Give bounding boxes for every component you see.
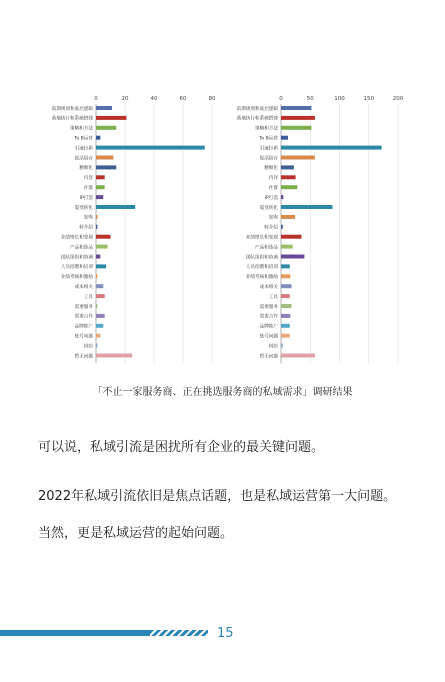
bar <box>96 126 116 130</box>
category-label: 人员招聘和培训 <box>60 265 93 271</box>
category-label: 暂无问题 <box>259 354 278 360</box>
bar <box>281 354 315 358</box>
bar <box>96 146 205 150</box>
bar <box>281 215 295 219</box>
footer-accent-bar <box>0 630 150 636</box>
category-label: 精细化 <box>79 166 93 172</box>
bar <box>96 235 111 239</box>
bar <box>281 235 301 239</box>
page-number: 15 <box>217 626 234 641</box>
category-label: IP打造 <box>79 195 93 201</box>
category-label: 账号问题 <box>259 334 278 340</box>
category-label: 品牌推广 <box>259 324 278 330</box>
bar <box>96 185 105 189</box>
bar <box>96 274 97 278</box>
bar <box>281 324 290 328</box>
category-label: 成本相关 <box>259 285 278 290</box>
category-label: 需要服务 <box>74 304 93 310</box>
category-label: 策略和方法 <box>70 126 93 132</box>
bar <box>96 314 105 318</box>
x-tick-label: 0 <box>279 96 283 102</box>
footer-stripes <box>150 630 208 636</box>
bar <box>281 225 283 229</box>
category-label: 落地执行和系统搭建 <box>51 116 93 122</box>
bar <box>281 255 304 259</box>
bar <box>281 126 311 130</box>
bar <box>96 175 105 179</box>
x-tick-label: 60 <box>179 96 187 102</box>
bar <box>281 334 290 338</box>
bar <box>96 264 106 268</box>
category-label: 团队组织和协调 <box>245 255 278 261</box>
bar <box>96 284 103 288</box>
category-label: 账号问题 <box>74 334 93 340</box>
category-label: 需要服务 <box>259 304 278 310</box>
category-label: 业绩增长和变现 <box>60 235 93 241</box>
category-label: 品牌推广 <box>74 324 93 330</box>
category-label: 纠纷 <box>83 344 93 350</box>
x-tick-label: 150 <box>363 96 374 102</box>
category-label: 促活留存 <box>259 156 278 162</box>
bar <box>281 205 332 209</box>
category-label: 成本相关 <box>74 285 93 290</box>
bar <box>96 195 103 199</box>
category-label: 需要合作 <box>74 314 93 320</box>
category-label: 产品和选品 <box>255 245 278 251</box>
bar <box>96 156 113 160</box>
bar <box>281 284 292 288</box>
category-label: 纠纷 <box>268 344 278 350</box>
category-label: 业绩考核和激励 <box>60 275 93 281</box>
category-label: 社群 <box>83 186 93 191</box>
category-label: 暂无问题 <box>74 354 93 360</box>
category-label: 需要合作 <box>259 314 278 320</box>
category-label: 裂变转化 <box>74 205 93 211</box>
x-tick-label: 0 <box>94 96 98 102</box>
bar <box>96 165 116 169</box>
bar <box>96 334 100 338</box>
category-label: 前期规划和底层逻辑 <box>51 106 93 112</box>
category-label: 复购 <box>268 215 278 221</box>
category-label: IP打造 <box>264 195 278 201</box>
bar <box>96 294 105 298</box>
bar <box>281 136 288 140</box>
bar <box>96 116 126 120</box>
bar <box>281 344 283 348</box>
bar <box>281 245 293 249</box>
bar <box>281 156 315 160</box>
bar <box>96 215 97 219</box>
category-label: 内容 <box>83 176 93 182</box>
category-label: 复购 <box>83 215 93 221</box>
category-label: 转介绍 <box>79 225 93 231</box>
bar <box>281 106 311 110</box>
bar <box>96 304 97 308</box>
category-label: 工具 <box>268 294 278 300</box>
bar <box>281 294 290 298</box>
bar <box>96 324 103 328</box>
bar <box>96 255 100 259</box>
paragraph-3: 当然，更是私域运营的起始问题。 <box>38 526 234 541</box>
bar <box>281 264 290 268</box>
bar <box>281 195 283 199</box>
bar <box>281 304 292 308</box>
bar <box>281 314 290 318</box>
bar <box>281 175 296 179</box>
bar <box>96 136 100 140</box>
x-tick-label: 200 <box>392 96 404 102</box>
x-tick-label: 40 <box>150 96 158 102</box>
bar <box>281 165 294 169</box>
bar <box>281 185 297 189</box>
x-tick-label: 100 <box>334 96 345 102</box>
x-tick-label: 50 <box>306 96 314 102</box>
category-label: 业绩增长和变现 <box>245 235 278 241</box>
category-label: To B运营 <box>74 136 93 142</box>
category-label: 引流拉新 <box>74 146 93 152</box>
x-tick-label: 20 <box>121 96 129 102</box>
category-label: 人员招聘和培训 <box>245 265 278 271</box>
category-label: 转介绍 <box>264 225 278 231</box>
paragraph-1: 可以说，私域引流是困扰所有企业的最关键问题。 <box>38 440 325 455</box>
category-label: 产品和选品 <box>70 245 93 251</box>
bar <box>96 205 135 209</box>
paragraph-2: 2022年私域引流依旧是焦点话题，也是私域运营第一大问题。 <box>38 489 397 504</box>
category-label: 业绩考核和激励 <box>245 275 278 281</box>
bar <box>281 146 382 150</box>
category-label: To B运营 <box>259 136 278 142</box>
category-label: 内容 <box>268 176 278 182</box>
category-label: 团队组织和协调 <box>60 255 93 261</box>
x-tick-label: 80 <box>208 96 216 102</box>
bar <box>96 354 132 358</box>
category-label: 社群 <box>268 186 278 191</box>
bar <box>281 274 290 278</box>
bar <box>96 225 97 229</box>
category-label: 促活留存 <box>74 156 93 162</box>
category-label: 引流拉新 <box>259 146 278 152</box>
category-label: 前期规划和底层逻辑 <box>236 106 278 112</box>
category-label: 工具 <box>83 294 93 300</box>
bar <box>96 245 108 249</box>
category-label: 策略和方法 <box>255 126 278 132</box>
category-label: 落地执行和系统搭建 <box>236 116 278 122</box>
category-label: 裂变转化 <box>259 205 278 211</box>
bar <box>96 106 112 110</box>
bar <box>281 116 315 120</box>
category-label: 精细化 <box>264 166 278 172</box>
bar <box>96 344 97 348</box>
chart-caption: 「不止一家服务商、正在挑选服务商的私域需求」调研结果 <box>92 387 353 398</box>
